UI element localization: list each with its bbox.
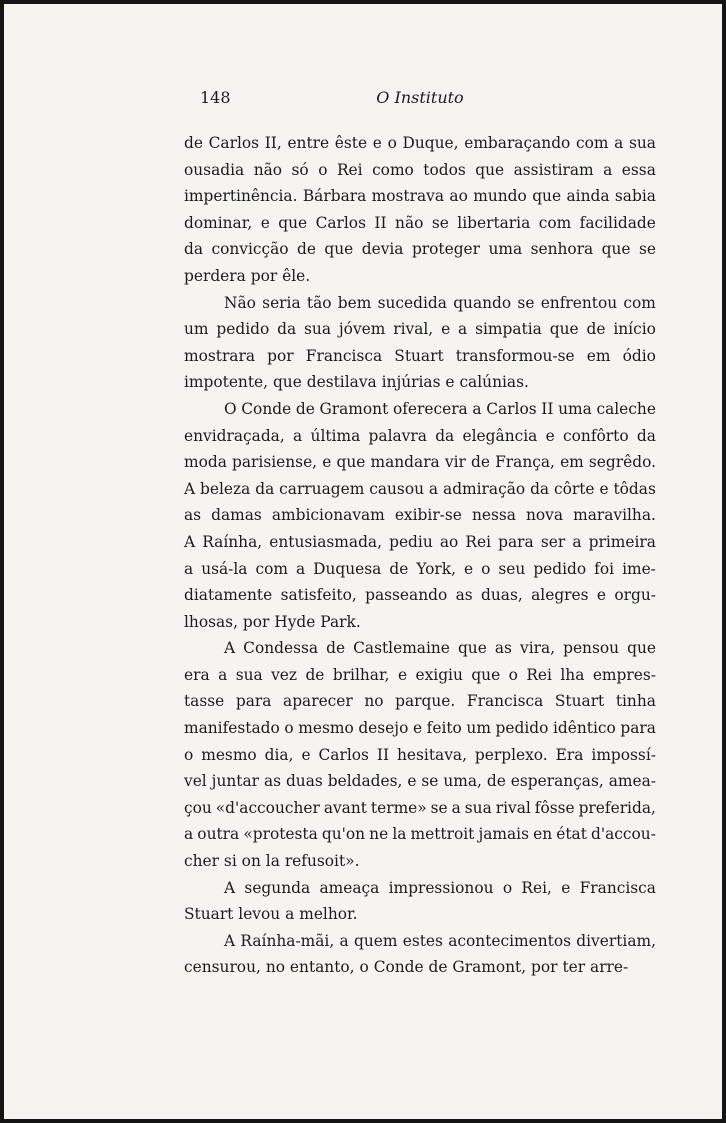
text-line: de Carlos II, entre êste e o Duque, embaraçando com a sua	[184, 134, 656, 152]
page-number: 148	[200, 88, 231, 107]
paragraph	[184, 290, 656, 396]
text-line: censurou, no entanto, o Conde de Gramont, por ter arre-	[184, 958, 629, 977]
text-line: era a sua vez de brilhar, e exigiu que o Rei lha empres-	[184, 665, 656, 684]
text-line: A Raínha, entusiasmada, pediu ao Rei para ser a primeira	[184, 532, 656, 551]
text-line: um pedido da sua jóvem rival, e a simpatia que de início	[184, 320, 656, 339]
page-content	[184, 82, 656, 977]
paragraph	[184, 875, 656, 928]
text-line: manifestado o mesmo desejo e feito um pedido idêntico para	[184, 719, 656, 738]
text-line: o mesmo dia, e Carlos II hesitava, perplexo. Era impossí-	[184, 745, 656, 764]
text-line: as damas ambicionavam exibir-se nessa nova maravilha.	[184, 506, 656, 525]
paragraph	[184, 130, 656, 290]
text-line: A beleza da carruagem causou a admiração da côrte e tôdas	[184, 479, 656, 498]
text-line: impertinência. Bárbara mostrava ao mundo que ainda sabia	[184, 187, 656, 206]
text-line: cher si on la refusoit».	[184, 852, 360, 871]
text-line: perdera por êle.	[184, 266, 311, 285]
text-line: diatamente satisfeito, passeando as duas, alegres e orgu-	[184, 586, 656, 605]
scanned-page	[4, 4, 722, 1119]
text-line: moda parisiense, e que mandara vir de França, em segrêdo.	[184, 453, 656, 472]
text-line: ousadia não só o Rei como todos que assistiram a essa	[184, 160, 656, 179]
text-line: da convicção de que devia proteger uma senhora que se	[184, 240, 656, 259]
text-line: a outra «protesta qu'on ne la mettroit jamais en état d'accou-	[184, 825, 656, 844]
running-head	[184, 82, 656, 116]
paragraph	[184, 928, 656, 981]
paragraph	[184, 396, 656, 635]
text-line: mostrara por Francisca Stuart transformou-se em ódio	[184, 346, 656, 365]
text-line: A Condessa de Castlemaine que as vira, pensou que	[224, 639, 656, 658]
text-line: A segunda ameaça impressionou o Rei, e Francisca	[224, 878, 656, 897]
text-line: tasse para aparecer no parque. Francisca Stuart tinha	[184, 692, 656, 711]
text-line: Stuart levou a melhor.	[184, 905, 358, 924]
text-line: Não seria tão bem sucedida quando se enfrentou com	[224, 293, 656, 312]
text-line: a usá-la com a Duquesa de York, e o seu pedido foi ime-	[184, 559, 656, 578]
paragraph	[184, 635, 656, 874]
text-line: O Conde de Gramont oferecera a Carlos II uma caleche	[224, 399, 656, 418]
text-line: lhosas, por Hyde Park.	[184, 612, 361, 631]
body-text	[184, 130, 656, 981]
text-line: dominar, e que Carlos II não se libertaria com facilidade	[184, 213, 656, 232]
text-line: impotente, que destilava injúrias e calúnias.	[184, 373, 529, 392]
text-line: A Raínha-mãi, a quem estes acontecimentos divertiam,	[224, 931, 656, 950]
text-line: vel juntar as duas beldades, e se uma, de esperanças, amea-	[184, 772, 656, 791]
text-line: envidraçada, a última palavra da elegância e confôrto da	[184, 426, 656, 445]
running-title: O Instituto	[376, 88, 464, 107]
text-line: çou «d'accoucher avant terme» se a sua rival fôsse preferida,	[184, 798, 656, 817]
